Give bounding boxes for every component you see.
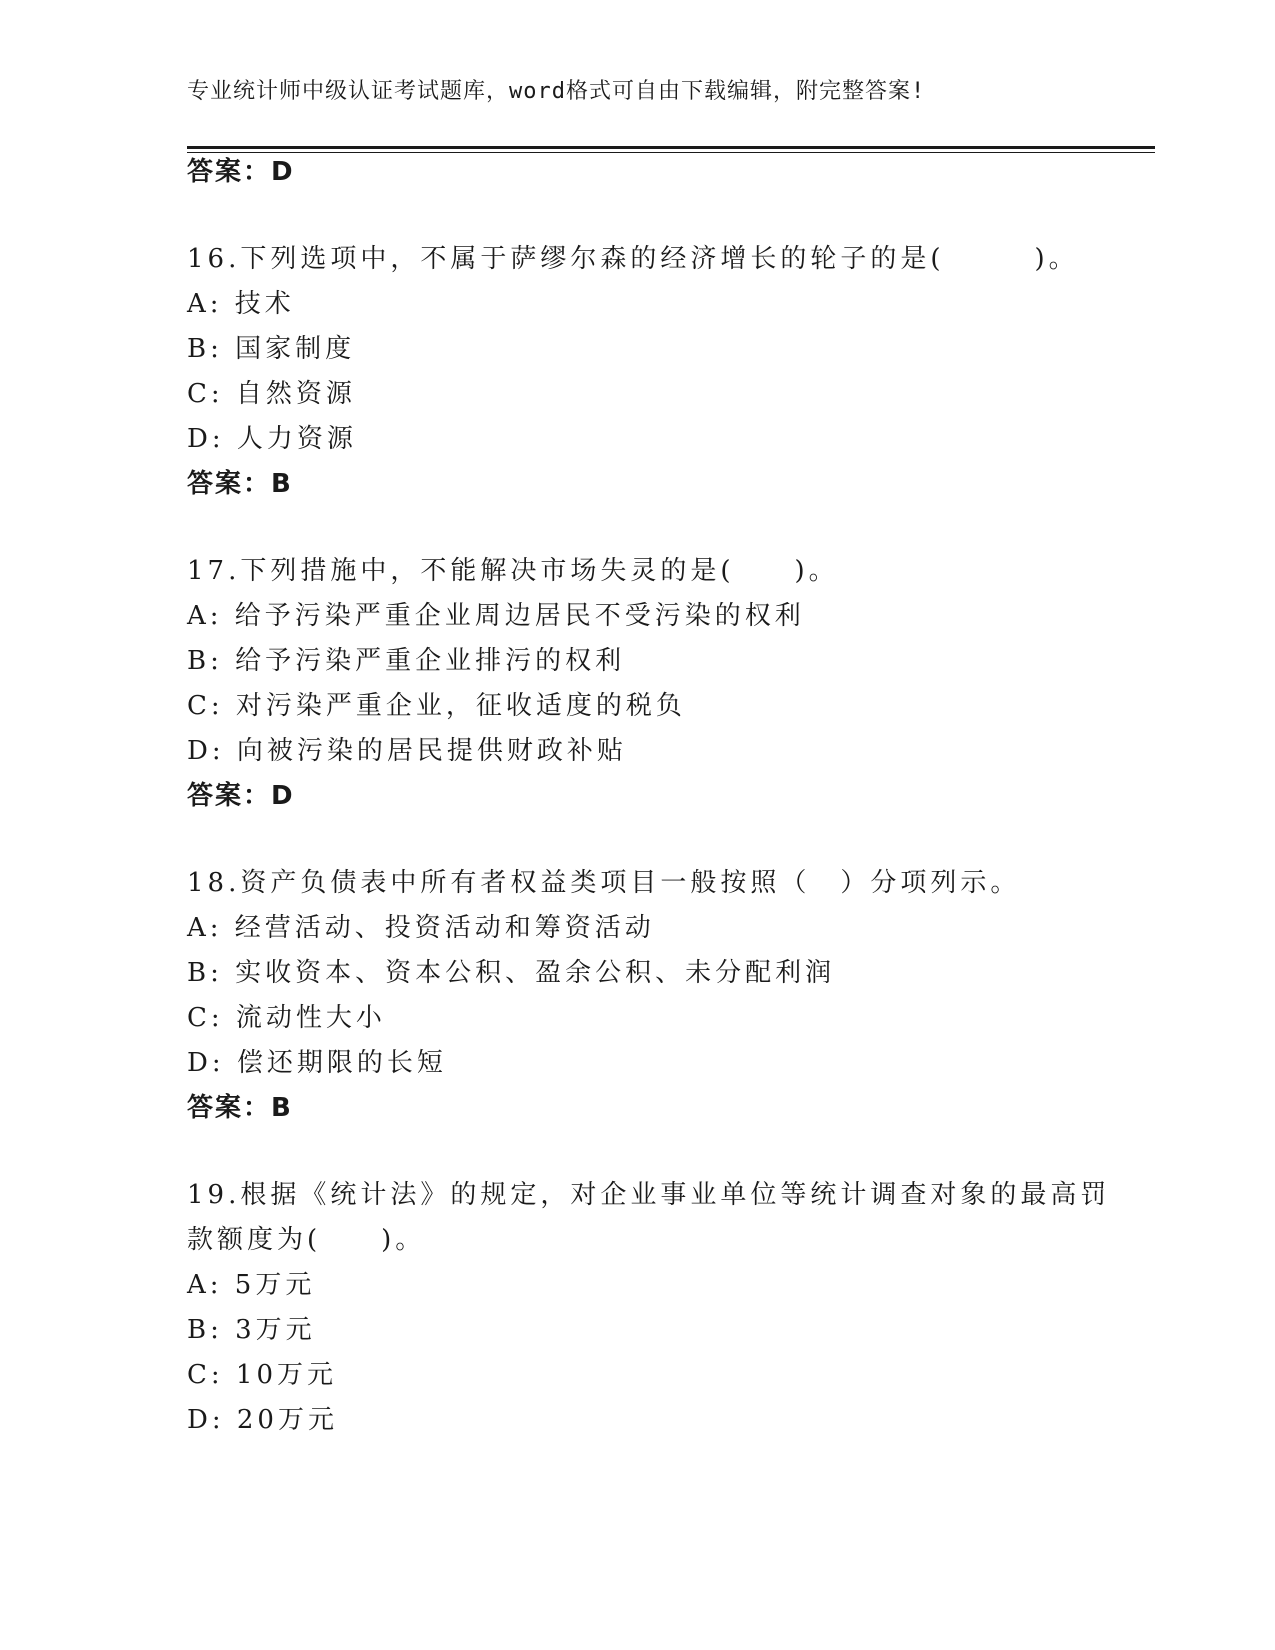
question-16-option-b: B: 国家制度: [187, 334, 356, 364]
question-19-option-d: D: 20万元: [187, 1405, 338, 1435]
question-19-stem-line1: 19.根据《统计法》的规定，对企业事业单位等统计调查对象的最高罚: [187, 1180, 1111, 1210]
question-16-option-d: D: 人力资源: [187, 424, 357, 454]
question-19-option-c: C: 10万元: [187, 1360, 338, 1390]
question-17-option-d: D: 向被污染的居民提供财政补贴: [187, 736, 627, 766]
question-16-option-c: C: 自然资源: [187, 379, 356, 409]
question-18-stem: 18.资产负债表中所有者权益类项目一般按照（ ）分项列示。: [187, 868, 1021, 898]
question-18-option-c: C: 流动性大小: [187, 1003, 386, 1033]
question-17-option-b: B: 给予污染严重企业排污的权利: [187, 646, 626, 676]
question-19-option-b: B: 3万元: [187, 1315, 316, 1345]
question-19-stem-line2: 款额度为( )。: [187, 1225, 426, 1255]
question-16-answer: 答案：B: [187, 469, 293, 499]
question-16-stem: 16.下列选项中，不属于萨缪尔森的经济增长的轮子的是( )。: [187, 244, 1079, 274]
question-18-answer: 答案：B: [187, 1093, 293, 1123]
question-18-option-b: B: 实收资本、资本公积、盈余公积、未分配利润: [187, 958, 836, 988]
header-rule: [187, 146, 1155, 149]
question-17-answer: 答案：D: [187, 781, 295, 811]
question-17-stem: 17.下列措施中，不能解决市场失灵的是( )。: [187, 556, 839, 586]
question-19-option-a: A: 5万元: [187, 1270, 316, 1300]
question-17-option-a: A: 给予污染严重企业周边居民不受污染的权利: [187, 601, 805, 631]
previous-answer: 答案：D: [187, 157, 295, 187]
question-18-option-a: A: 经营活动、投资活动和筹资活动: [187, 913, 655, 943]
question-18-option-d: D: 偿还期限的长短: [187, 1048, 447, 1078]
question-16-option-a: A: 技术: [187, 289, 295, 319]
page-header: 专业统计师中级认证考试题库，word格式可自由下载编辑，附完整答案!: [187, 79, 926, 104]
question-17-option-c: C: 对污染严重企业，征收适度的税负: [187, 691, 686, 721]
header-rule-thin: [187, 152, 1155, 153]
